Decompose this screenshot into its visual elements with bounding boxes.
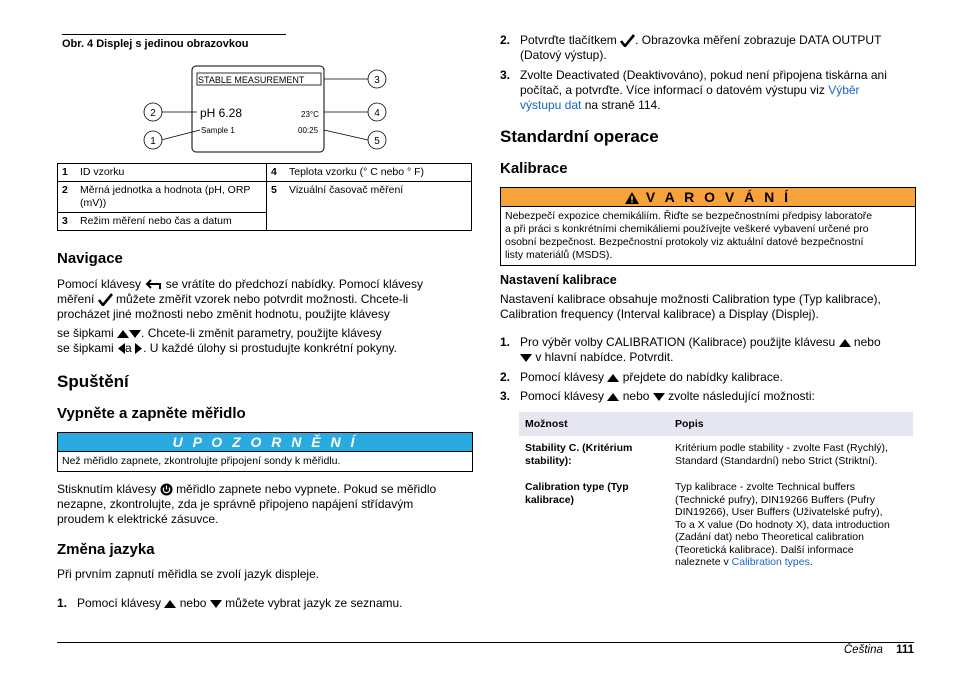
language-text: Při prvním zapnutí měřidla se zvolí jazyk displeje.: [57, 567, 320, 581]
calibration-options-table: [519, 412, 913, 577]
display-figure: [140, 62, 400, 157]
up-arrow-icon: [839, 338, 851, 347]
warning-notice: [500, 187, 916, 266]
callout-5: 5: [374, 136, 380, 147]
navigace-paragraph: Pomocí klávesy se vrátíte do předchozí nabídky. Pomocí klávesy měření můžete změřit vzorek nebo potvrdit možnosti. Chcete-li procházet jiné možnosti nebo změnit hodnotu, použijte klávesy se šipkami . Chcete-li změnit parametry, použijte klávesy se šipkami a . U každé úlohy si prostudujte konkrétní pokyny.: [57, 277, 423, 355]
table-row: Calibration type (Typ kalibrace) Typ kalibrace - zvolte Technical buffers (Technické pufry), DIN19266 Buffers (Pufry DIN19266), User Buffers (Uživatelské pufry), To a X value (Do hodnoty X), data introduction (Zadání dat) nebo Theoretical calibration (Teoretická kalibrace). Další informace naleznete v Calibration types.: [525, 481, 890, 568]
figure-legend-table: [57, 163, 472, 231]
check-key-icon: [620, 34, 635, 47]
down-arrow-icon: [653, 392, 665, 401]
figure-caption: Obr. 4 Displej s jedinou obrazovkou: [62, 34, 286, 50]
up-arrow-icon: [607, 373, 619, 382]
screen-title: STABLE MEASUREMENT: [198, 75, 305, 85]
calibration-steps: 1. Pro výběr volby CALIBRATION (Kalibrace) použijte klávesu nebo v hlavní nabídce. Potvrdit. 2. Pomocí klávesy přejdete do nabídky kalibrace. 3. Pomocí klávesy nebo zvolte následující možnosti:: [500, 335, 881, 403]
up-arrow-icon: [164, 599, 176, 608]
legend-text: Měrná jednotka a hodnota (pH, ORP (mV)): [76, 182, 267, 213]
warning-triangle-icon: [625, 192, 639, 204]
down-arrow-icon: [210, 599, 222, 608]
heading-nastaveni-kalibrace: Nastavení kalibrace: [500, 273, 617, 287]
link-calibration-types[interactable]: Calibration types: [731, 556, 810, 568]
heading-navigace: Navigace: [57, 250, 123, 267]
power-paragraph: Stisknutím klávesy měřidlo zapnete nebo vypnete. Pokud se měřidlo nezapne, zkontrolujte, zda je správně připojeno napájení střídavým proudem k elektrické zásuvce.: [57, 482, 437, 526]
legend-num: 3: [58, 213, 77, 231]
up-arrow-icon: [607, 392, 619, 401]
legend-text: Vizuální časovač měření: [285, 182, 472, 231]
legend-num: 1: [58, 164, 77, 182]
legend-text: Režim měření nebo čas a datum: [76, 213, 267, 231]
col-popis: Popis: [669, 412, 913, 436]
heading-kalibrace: Kalibrace: [500, 160, 568, 177]
caution-title: U P O Z O R N Ě N Í: [58, 433, 472, 452]
callout-3: 3: [374, 75, 380, 86]
left-arrow-icon: [117, 343, 125, 354]
screen-temp: 23°C: [301, 110, 319, 119]
steps-2-3: 2. Potvrďte tlačítkem . Obrazovka měření zobrazuje DATA OUTPUT (Datový výstup). 3. Zvolte Deactivated (Deaktivováno), pokud není připojena tiskárna ani počítač, a potvrďte. Více informací o datovém výstupu viz Výběr výstupu dat na straně 114.: [500, 33, 887, 112]
callout-2: 2: [150, 108, 156, 119]
heading-vypnete: Vypněte a zapněte měřidlo: [57, 405, 246, 422]
callout-4: 4: [374, 108, 380, 119]
power-key-icon: [160, 483, 173, 496]
legend-num: 2: [58, 182, 77, 213]
heading-spusteni: Spuštění: [57, 372, 129, 391]
down-arrow-icon: [520, 353, 532, 362]
legend-num: 5: [267, 182, 286, 231]
screen-time: 00:25: [298, 126, 319, 135]
up-arrow-icon: [117, 329, 129, 338]
back-key-icon: [144, 279, 162, 291]
footer-rule: [57, 642, 914, 643]
warning-title: V A R O V Á N Í: [501, 188, 915, 207]
page-number: 111: [896, 644, 914, 656]
callout-1: 1: [150, 136, 156, 147]
legend-text: ID vzorku: [76, 164, 267, 182]
legend-num: 4: [267, 164, 286, 182]
heading-zmena-jazyka: Změna jazyka: [57, 541, 155, 558]
language-step-1: 1. Pomocí klávesy nebo můžete vybrat jazyk ze seznamu.: [57, 596, 403, 610]
screen-sample: Sample 1: [201, 126, 235, 135]
footer-language: Čeština: [843, 644, 883, 656]
legend-text: Teplota vzorku (° C nebo ° F): [285, 164, 472, 182]
screen-reading: pH 6.28: [200, 106, 243, 120]
check-key-icon: [98, 293, 113, 306]
caution-text: Než měřidlo zapnete, zkontrolujte připojení sondy k měřidlu.: [62, 455, 341, 467]
heading-standardni-operace: Standardní operace: [500, 127, 659, 146]
link-vyber-vystupu[interactable]: Výběr: [828, 83, 860, 97]
link-vyber-vystupu-2[interactable]: výstupu dat: [520, 98, 582, 112]
table-row: Stability C. (Kritérium stability): Kritérium podle stability - zvolte Fast (Rychlý), Standard (Standardní) nebo Strict (Striktní).: [525, 442, 888, 467]
warning-text: Nebezpečí expozice chemikáliím. Řiďte se bezpečnostními předpisy laboratoře a při práci s konkrétními chemikáliemi používejte veškeré vybavení určené pro osobní bezpečnost. Bezpečnostní protokoly viz aktuální datové bezpečnostní listy materiálů (MSDS).: [505, 210, 873, 261]
col-moznost: Možnost: [519, 412, 669, 436]
footer: [780, 644, 914, 656]
nastaveni-paragraph: Nastavení kalibrace obsahuje možnosti Calibration type (Typ kalibrace), Calibration frequency (Interval kalibrace) a Display (Displej).: [500, 292, 881, 321]
down-arrow-icon: [129, 329, 141, 338]
caution-notice: [57, 432, 473, 472]
right-arrow-icon: [135, 343, 143, 354]
